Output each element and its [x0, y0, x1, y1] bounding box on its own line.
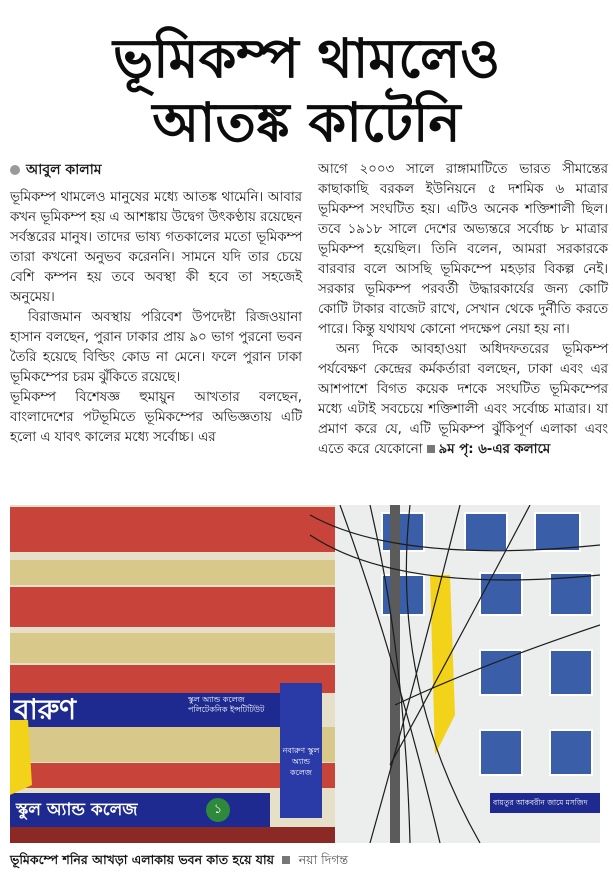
sign-number-badge: ১ — [206, 798, 230, 822]
sign-right-text: বায়তুর আকবরীন জামে মসজিদ — [493, 798, 588, 807]
headline-line-1: ভূমিকম্প থামলেও — [112, 27, 501, 91]
byline — [10, 160, 302, 180]
article-column-left — [10, 160, 302, 448]
square-bullet-icon — [427, 445, 435, 453]
square-bullet-icon — [282, 856, 290, 864]
paragraph: ভূমিকম্প থামলেও মানুষের মধ্যে আতঙ্ক থামেনি। আবার কখন ভূমিকম্প হয় এ আশঙ্কায় উদ্বেগ উৎকণ্ঠায় রয়েছেন সর্বস্তরের মানুষ। তাদের ভাষ্য গতকালের মতো ভূমিকম্প তারা কখনো অনুভব করেননি। সামনে যদি তার চেয়ে বেশি কম্পন হয় তবে অবস্থা কী হবে তা সহজেই অনুমেয়। — [10, 190, 302, 305]
paragraph: ভূমিকম্প বিশেষজ্ঞ হুমায়ুন আখতার বলছেন, বাংলাদেশের পটভূমিতে ভূমিকম্পের অভিজ্ঞতায় এটি হলো এ যাবৎ কালের মধ্যে সর্বোচ্চ। এর — [10, 390, 302, 445]
news-photo — [10, 505, 600, 843]
author-name: আবুল কালাম — [26, 162, 102, 178]
bullet-dot-icon — [10, 165, 20, 175]
paragraph — [318, 340, 608, 460]
sign-main-text: বারুণ — [14, 693, 77, 726]
sign-vertical-text: নবারুণ স্কুল অ্যান্ড কলেজ — [282, 746, 320, 777]
sign-sub-text — [188, 695, 278, 715]
headline-line-2: আতঙ্ক কাটেনি — [152, 91, 461, 155]
paragraph: আগে ২০০৩ সালে রাঙ্গামাটিতে ভারত সীমান্তের কাছাকাছি বরকল ইউনিয়নে ৫ দশমিক ৬ মাত্রার ভূমিকম্প সংঘটিত হয়। এটিও অনেক শক্তিশালী ছিল। তবে ১৯১৮ সালে দেশের অভ্যন্তরে সর্বোচ্চ ৮ মাত্রার ভূমিকম্প হয়েছিল। তিনি বলেন, আমরা সরকারকে বারবার বলে আসছি ভূমিকম্পে মহড়ার বিকল্প নেই। সরকার ভূমিকম্প পরবর্তী উদ্ধারকার্যের জন্য কোটি কোটি টাকার বাজেট রাখে, সেখান থেকে দুর্নীতি করতে পারে। কিন্তু যথাযথ কোনো পদক্ষেপ নেয়া হয় না। — [318, 162, 608, 337]
sign-sub-line-2: পলিটেকনিক ইন্সটিটিউট — [188, 705, 265, 714]
continuation-note: ৯ম পৃ: ৬-এর কলামে — [438, 442, 551, 457]
sign-bottom-text: স্কুল অ্যান্ড কলেজ — [16, 800, 138, 820]
photo-credit: নয়া দিগন্ত — [298, 852, 349, 867]
article-column-right — [318, 160, 608, 460]
sign-sub-line-1: স্কুল অ্যান্ড কলেজ — [188, 695, 245, 704]
photo-caption — [10, 852, 605, 872]
caption-text: ভূমিকম্পে শনির আখড়া এলাকায় ভবন কাত হয়ে যায় — [10, 852, 274, 867]
paragraph: বিরাজমান অবস্থায় পরিবেশ উপদেষ্টা রিজওয়ানা হাসান বলছেন, পুরান ঢাকার প্রায় ৯০ ভাগ পুরনো ভবন তৈরি হয়েছে বিল্ডিং কোড না মেনে। ফলে পুরান ঢাকা ভূমিকম্পের চরম ঝুঁকিতে রয়েছে। — [10, 310, 302, 385]
headline — [0, 27, 613, 155]
paragraph-text: অন্য দিকে আবহাওয়া অধিদফতরের ভূমিকম্প পর্যবেক্ষণ কেন্দ্রের কর্মকর্তারা বলছেন, ঢাকা এবং এর আশপাশে বিগত কয়েক দশকে সংঘটিত ভূমিকম্পের মধ্যে এটাই সবচেয়ে শক্তিশালী এবং সর্বোচ্চ মাত্রার। যা প্রমাণ করে যে, এটি ভূমিকম্প ঝুঁকিপূর্ণ এলাকা এবং এতে করে যেকোনো — [318, 342, 608, 457]
building-photo-illustration — [10, 505, 600, 843]
